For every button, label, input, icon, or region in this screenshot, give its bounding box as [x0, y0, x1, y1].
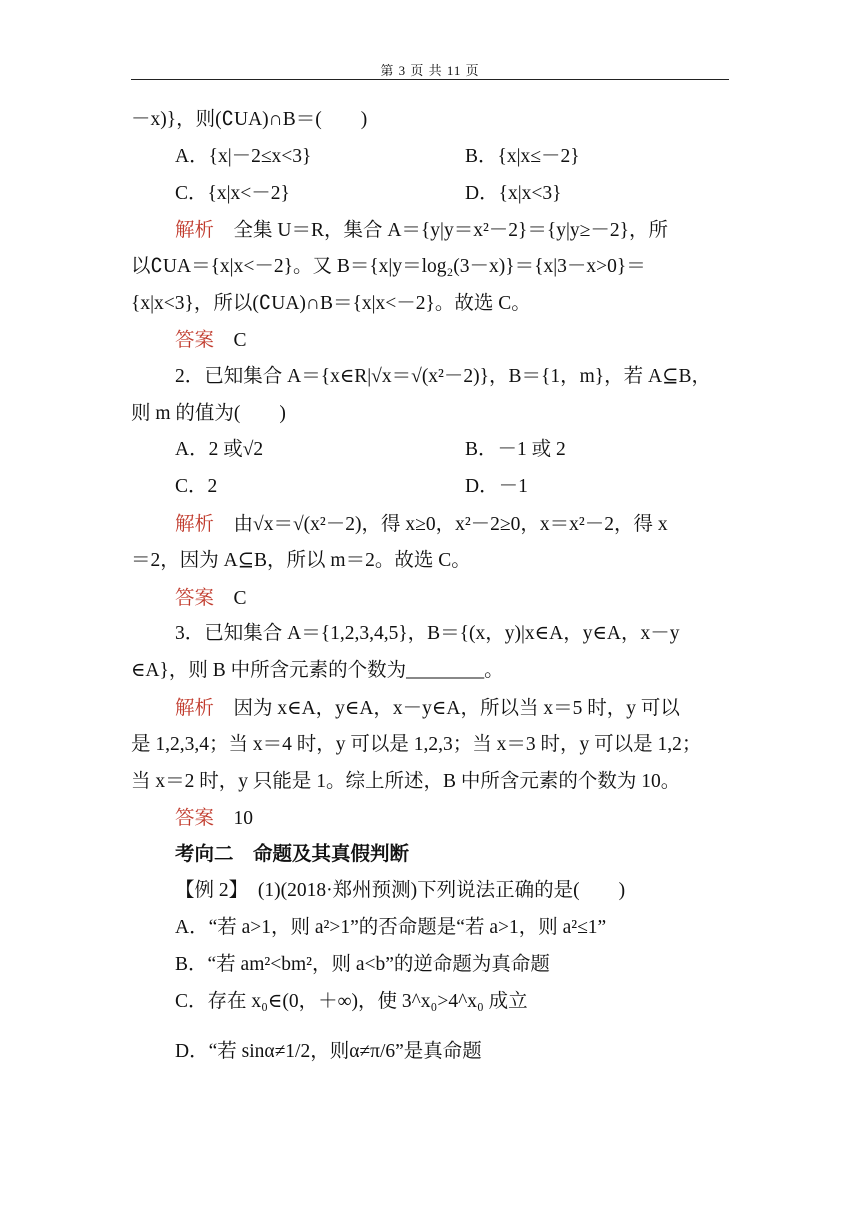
highlight-label: 答案 [175, 587, 215, 609]
line-text: A．2 或√2 [175, 439, 264, 460]
text-line [131, 402, 286, 426]
line-text: 考向二 命题及其真假判断 [175, 844, 410, 865]
text-line [175, 916, 606, 940]
text-line [175, 843, 409, 867]
line-text: 10 [214, 808, 254, 829]
text-line [175, 879, 625, 903]
line-text: D．－1 [465, 476, 528, 497]
text-line [131, 770, 680, 794]
line-text: C [214, 330, 247, 351]
line-text: ∈A}，则 B 中所含元素的个数为________。 [131, 660, 504, 681]
text-line [131, 255, 646, 279]
line-text: {x|x<3}，所以(∁UA)∩B＝{x|x<－2}。故选 C。 [131, 293, 531, 314]
line-text: A．“若 a>1，则 a²>1”的否命题是“若 a>1，则 a²≤1” [175, 917, 607, 938]
text-line [131, 549, 471, 573]
text-line [175, 953, 550, 977]
line-text: 当 x＝2 时，y 只能是 1。综上所述，B 中所含元素的个数为 10。 [131, 771, 681, 792]
text-line [465, 182, 561, 206]
line-text: B．－1 或 2 [465, 439, 566, 460]
line-text: C．2 [175, 476, 218, 497]
line-text: ＝2，因为 A⊆B，所以 m＝2。故选 C。 [131, 550, 471, 571]
line-text: C．存在 x₀∈(0，＋∞)，使 3^x₀>4^x₀ 成立 [175, 991, 528, 1012]
text-line [175, 365, 711, 389]
text-line [175, 438, 263, 462]
line-text: 2．已知集合 A＝{x∈R|√x＝√(x²－2)}，B＝{1，m}，若 A⊆B， [175, 366, 711, 387]
line-text: A．{x|－2≤x<3} [175, 146, 312, 167]
line-text: C．{x|x<－2} [175, 183, 290, 204]
highlight-label: 答案 [175, 807, 215, 829]
line-text: D．“若 sinα≠1/2，则α≠π/6”是真命题 [175, 1041, 482, 1062]
header-rule [131, 79, 729, 80]
line-text: 由√x＝√(x²－2)，得 x≥0，x²－2≥0，x＝x²－2，得 x [214, 514, 668, 535]
text-line [175, 1040, 482, 1064]
text-line [175, 622, 679, 646]
text-line [175, 586, 247, 611]
line-text: D．{x|x<3} [465, 183, 562, 204]
text-line [175, 512, 668, 537]
line-text: 以∁UA＝{x|x<－2}。又 B＝{x|y＝log₂(3－x)}＝{x|3－x>0}＝ [131, 256, 646, 277]
line-text: 【例 2】 (1)(2018·郑州预测)下列说法正确的是( ) [175, 880, 626, 901]
highlight-label: 解析 [175, 697, 215, 719]
page-header: 第 3 页 共 11 页 [380, 63, 480, 78]
line-text: B．“若 am²<bm²，则 a<b”的逆命题为真命题 [175, 954, 550, 975]
line-text: －x)}，则(∁UA)∩B＝( ) [131, 109, 368, 130]
line-text: 因为 x∈A，y∈A，x－y∈A，所以当 x＝5 时，y 可以 [214, 698, 680, 719]
highlight-label: 解析 [175, 219, 215, 241]
text-line [175, 806, 253, 831]
line-text: C [214, 588, 247, 609]
highlight-label: 解析 [175, 513, 215, 535]
text-line [175, 145, 311, 169]
text-line [131, 733, 701, 757]
text-line [175, 475, 217, 499]
line-text: 是 1,2,3,4；当 x＝4 时，y 可以是 1,2,3；当 x＝3 时，y 可以是 1,2； [131, 734, 702, 755]
text-line [131, 659, 504, 683]
line-text: 全集 U＝R，集合 A＝{y|y＝x²－2}＝{y|y≥－2}，所 [214, 220, 668, 241]
line-text: 则 m 的值为( ) [131, 403, 286, 424]
text-line [131, 292, 531, 316]
highlight-label: 答案 [175, 329, 215, 351]
text-line [175, 218, 668, 243]
text-line [175, 990, 528, 1014]
text-line [175, 696, 680, 721]
text-line [175, 182, 290, 206]
line-text: 3．已知集合 A＝{1,2,3,4,5}，B＝{(x，y)|x∈A，y∈A，x－y [175, 623, 680, 644]
text-line [175, 328, 247, 353]
text-line [131, 108, 367, 132]
line-text: B．{x|x≤－2} [465, 146, 580, 167]
text-line [465, 145, 580, 169]
text-line [465, 475, 528, 499]
text-line [465, 438, 566, 462]
